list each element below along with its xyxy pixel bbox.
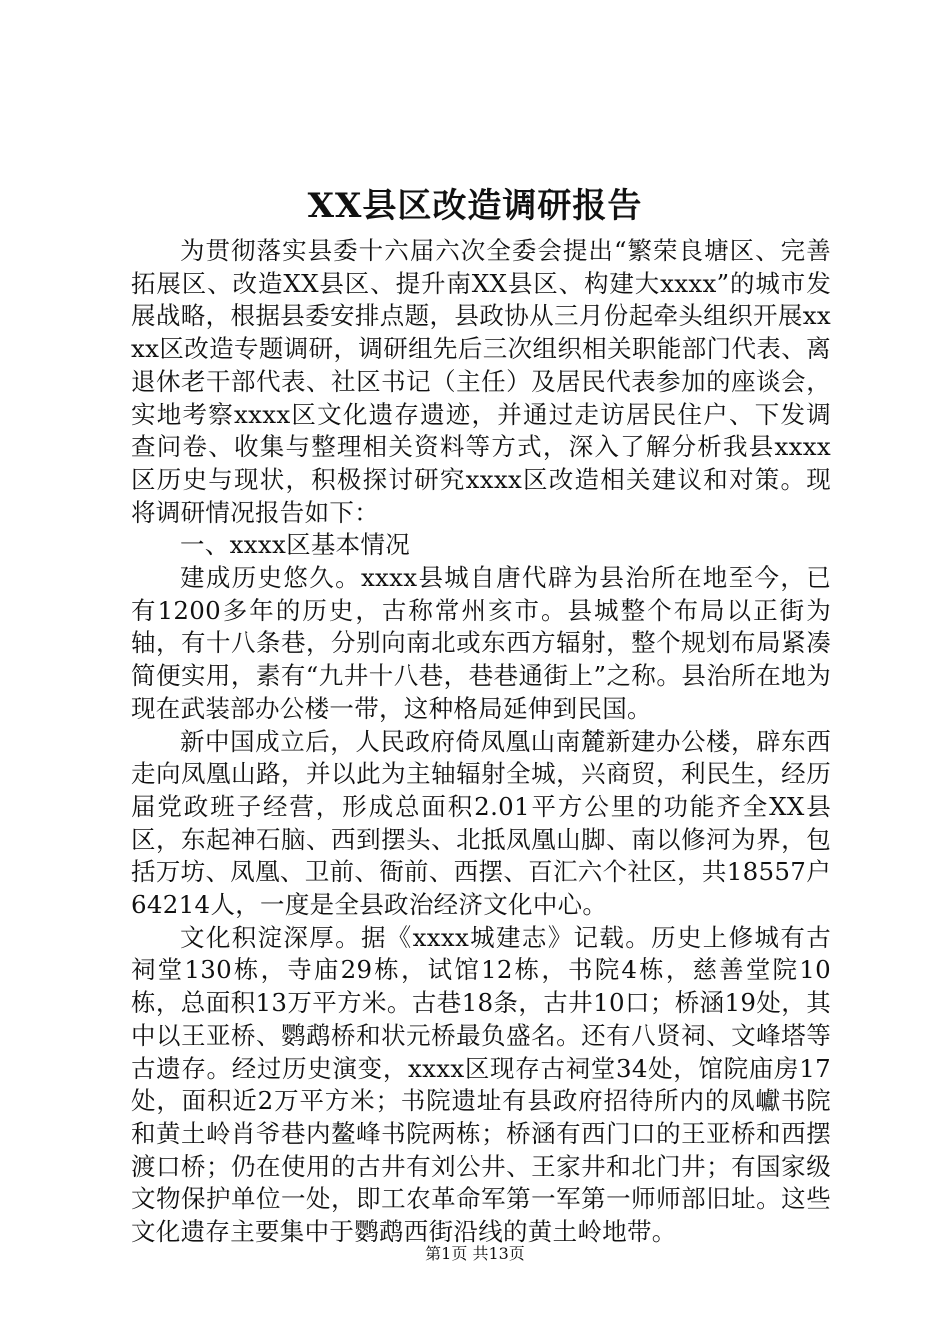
paragraph-new-china: 新中国成立后，人民政府倚凤凰山南麓新建办公楼，辟东西走向凤凰山路，并以此为主轴辐射全城，兴商贸，利民生，经历届党政班子经营，形成总面积2.01平方公里的功能齐全XX县区，东起神石脑、西到摆头、北抵凤凰山脚、南以修河为界，包括万坊、凤凰、卫前、衙前、西摆、百汇六个社区，共18557户64214人，一度是全县政治经济文化中心。 [131, 726, 831, 920]
page-footer: 第1页 共13页 [425, 1244, 525, 1263]
section-heading: 一、xxxx区基本情况 [180, 530, 411, 560]
document-body [131, 235, 831, 1249]
document-title: XX县区改造调研报告 [307, 186, 643, 226]
paragraph-history: 建成历史悠久。xxxx县城自唐代辟为县治所在地至今，已有1200多年的历史，古称常州亥市。县城整个布局以正街为轴，有十八条巷，分别向南北或东西方辐射，整个规划布局紧凑简便实用，素有“九井十八巷，巷巷通街上”之称。县治所在地为现在武装部办公楼一带，这种格局延伸到民国。 [131, 563, 831, 723]
paragraph-culture: 文化积淀深厚。据《xxxx城建志》记载。历史上修城有古祠堂130栋，寺庙29栋，试馆12栋，书院4栋，慈善堂院10栋，总面积13万平方米。古巷18条，古井10口；桥涵19处，其中以王亚桥、鹦鹉桥和状元桥最负盛名。还有八贤祠、文峰塔等古遗存。经过历史演变，xxxx区现存古祠堂34处，馆院庙房17处，面积近2万平方米；书院遗址有县政府招待所内的凤巘书院和黄土岭肖爷巷内鳌峰书院两栋；桥涵有西门口的王亚桥和西摆渡口桥；仍在使用的古井有刘公井、王家井和北门井；有国家级文物保护单位一处，即工农革命军第一军第一师师部旧址。这些文化遗存主要集中于鹦鹉西街沿线的黄土岭地带。 [131, 922, 831, 1247]
paragraph-intro: 为贯彻落实县委十六届六次全委会提出“繁荣良塘区、完善拓展区、改造XX县区、提升南XX县区、构建大xxxx”的城市发展战略，根据县委安排点题，县政协从三月份起牵头组织开展xxxx区改造专题调研，调研组先后三次组织相关职能部门代表、离退休老干部代表、社区书记（主任）及居民代表参加的座谈会，实地考察xxxx区文化遗存遗迹，并通过走访居民住户、下发调查问卷、收集与整理相关资料等方式，深入了解分析我县xxxx区历史与现状，积极探讨研究xxxx区改造相关建议和对策。现将调研情况报告如下： [131, 236, 831, 527]
